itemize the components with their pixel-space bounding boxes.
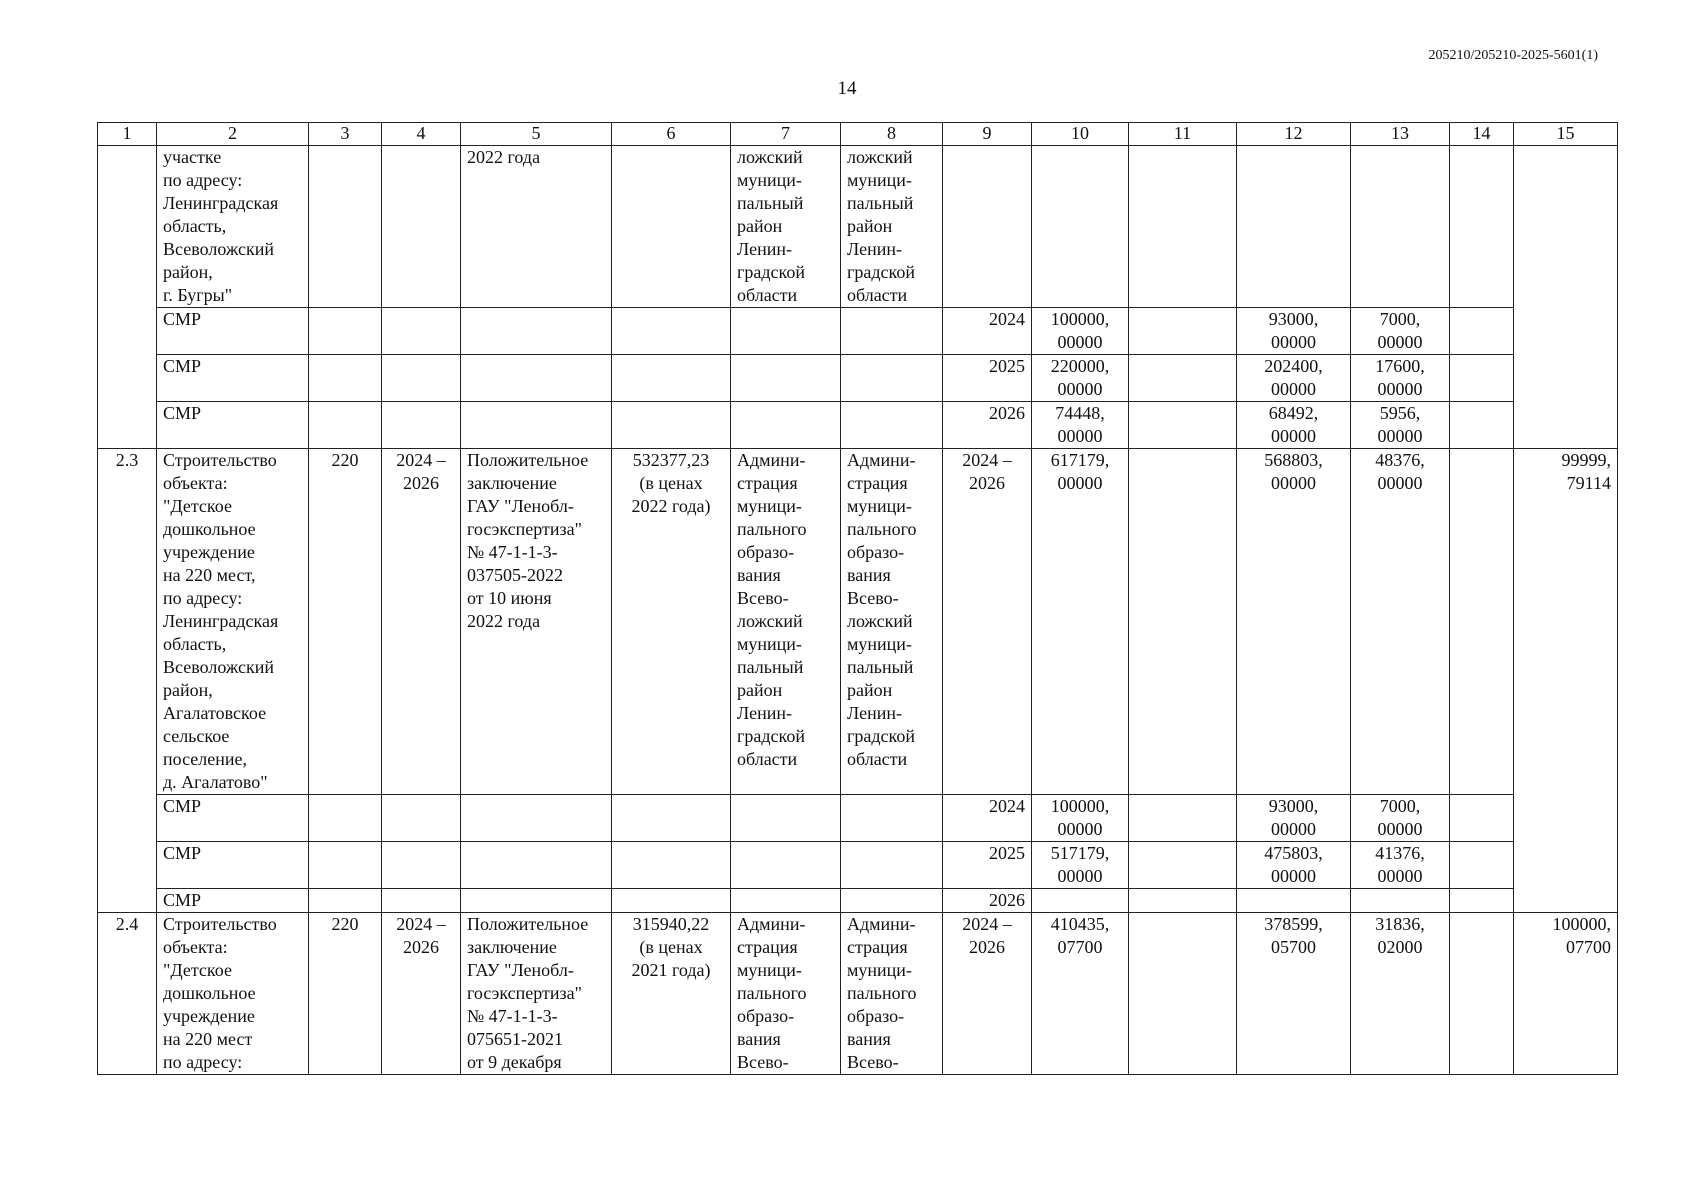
table-row [98,795,1618,842]
developer: Админи- страция муници- пального образо- вания Всево- [841,913,943,1075]
smr-label: СМР [157,308,309,355]
regional-amount: 378599, 05700 [1237,913,1351,1075]
table-row [98,889,1618,913]
regional-amount: 568803, 00000 [1237,449,1351,795]
smr-total: 74448, 00000 [1032,402,1129,449]
table-row [98,355,1618,402]
total-amount: 617179, 00000 [1032,449,1129,795]
financing-years: 2024 – 2026 [943,913,1032,1075]
smr-regional: 475803, 00000 [1237,842,1351,889]
cont-conclusion: 2022 года [461,146,612,308]
smr-regional: 93000, 00000 [1237,795,1351,842]
col-header-12: 12 [1237,123,1351,146]
smr-local: 41376, 00000 [1351,842,1450,889]
object-name: Строительство объекта: "Детское дошкольное учреждение на 220 мест по адресу: [157,913,309,1075]
smr-total: 100000, 00000 [1032,795,1129,842]
col15-amount: 99999, 79114 [1514,449,1618,913]
col-header-4: 4 [382,123,461,146]
smr-local: 7000, 00000 [1351,795,1450,842]
col-header-6: 6 [612,123,731,146]
investment-table [97,122,1618,1075]
estimated-cost: 315940,22 (в ценах 2021 года) [612,913,731,1075]
expert-conclusion: Положительное заключение ГАУ "Ленобл- госэкспертиза" № 47-1-1-3- 075651-2021 от 9 декабря [461,913,612,1075]
developer: Админи- страция муници- пального образо- вания Всево- ложский муници- пальный район Ленин- градской области [841,449,943,795]
table-row [98,842,1618,889]
local-amount: 31836, 02000 [1351,913,1450,1075]
smr-label: СМР [157,402,309,449]
smr-regional [1237,889,1351,913]
col-header-1: 1 [98,123,157,146]
col-header-7: 7 [731,123,841,146]
row-number-2-4: 2.4 [98,913,157,1075]
local-amount: 48376, 00000 [1351,449,1450,795]
construction-period: 2024 – 2026 [382,449,461,795]
smr-year: 2026 [943,889,1032,913]
col-header-14: 14 [1450,123,1514,146]
table-row [98,146,1618,308]
col-header-15: 15 [1514,123,1618,146]
customer: Админи- страция муници- пального образо- вания Всево- [731,913,841,1075]
smr-total: 220000, 00000 [1032,355,1129,402]
cont-col15-cell [1514,146,1618,449]
smr-local: 7000, 00000 [1351,308,1450,355]
document-id: 205210/205210-2025-5601(1) [1428,48,1598,63]
smr-label: СМР [157,889,309,913]
smr-regional: 202400, 00000 [1237,355,1351,402]
total-amount: 410435, 07700 [1032,913,1129,1075]
col15-amount: 100000, 07700 [1514,913,1618,1075]
smr-year: 2026 [943,402,1032,449]
smr-regional: 68492, 00000 [1237,402,1351,449]
smr-total: 517179, 00000 [1032,842,1129,889]
object-name: Строительство объекта: "Детское дошкольное учреждение на 220 мест, по адресу: Ленинградская область, Всеволожский район, Агалатовское сельское поселение, д. Агалатово" [157,449,309,795]
expert-conclusion: Положительное заключение ГАУ "Ленобл- госэкспертиза" № 47-1-1-3- 037505-2022 от 10 июня 2022 года [461,449,612,795]
smr-label: СМР [157,795,309,842]
cont-customer: ложский муници- пальный район Ленин- градской области [731,146,841,308]
col-header-11: 11 [1129,123,1237,146]
cont-object-name: участке по адресу: Ленинградская область, Всеволожский район, г. Бугры" [157,146,309,308]
smr-label: СМР [157,355,309,402]
table-row [98,402,1618,449]
column-number-row [98,123,1618,146]
financing-years: 2024 – 2026 [943,449,1032,795]
smr-label: СМР [157,842,309,889]
smr-total: 100000, 00000 [1032,308,1129,355]
col-header-9: 9 [943,123,1032,146]
customer: Админи- страция муници- пального образо- вания Всево- ложский муници- пальный район Ленин- градской области [731,449,841,795]
table-row [98,449,1618,795]
col-header-5: 5 [461,123,612,146]
col-header-2: 2 [157,123,309,146]
smr-local: 5956, 00000 [1351,402,1450,449]
cont-developer: ложский муници- пальный район Ленин- градской области [841,146,943,308]
construction-period: 2024 – 2026 [382,913,461,1075]
smr-local [1351,889,1450,913]
smr-year: 2025 [943,355,1032,402]
col-header-13: 13 [1351,123,1450,146]
capacity: 220 [309,449,382,795]
smr-total [1032,889,1129,913]
col-header-3: 3 [309,123,382,146]
smr-year: 2025 [943,842,1032,889]
page-number: 14 [837,78,857,99]
smr-year: 2024 [943,795,1032,842]
estimated-cost: 532377,23 (в ценах 2022 года) [612,449,731,795]
smr-regional: 93000, 00000 [1237,308,1351,355]
table-row [98,913,1618,1075]
table-row [98,308,1618,355]
smr-local: 17600, 00000 [1351,355,1450,402]
capacity: 220 [309,913,382,1075]
smr-year: 2024 [943,308,1032,355]
col-header-8: 8 [841,123,943,146]
cont-num-cell [98,146,157,449]
col-header-10: 10 [1032,123,1129,146]
row-number-2-3: 2.3 [98,449,157,913]
